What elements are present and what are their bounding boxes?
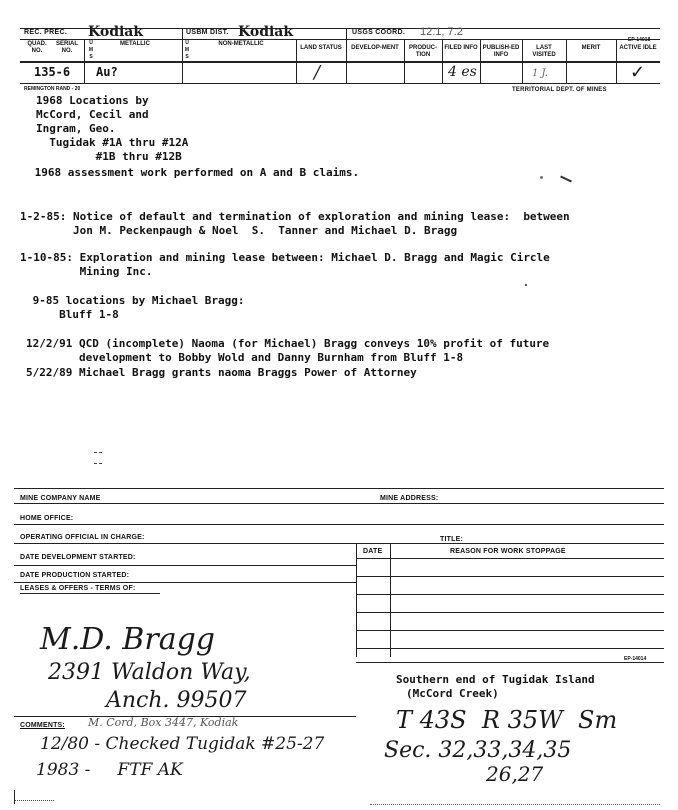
note-line: Jon M. Peckenpaugh & Noel S. Tanner and Michael D. Bragg [20,224,458,237]
usgs-coord-value: 12.1, 7.2 [420,26,463,38]
metallic-label: METALLIC [120,41,150,47]
filed-info-label: FILED INFO [444,45,478,51]
title-label: TITLE: [440,536,463,543]
date-production-started-label: DATE PRODUCTION STARTED: [20,572,130,579]
section-numbers-2: 26,27 [486,762,544,786]
ums-nonmetallic: U M S [184,40,190,60]
form-code-bottom: EP-14014 [624,656,647,662]
note-line: 1968 assessment work performed on A and B claims. [28,166,360,179]
ums-metallic: U M S [88,40,94,60]
note-line: #1B thru #12B [36,150,182,163]
operating-official-label: OPERATING OFFICIAL IN CHARGE: [20,534,145,541]
active-idle-check: ✓ [630,62,646,83]
usbm-dist-label: USBM DIST. [186,29,229,36]
quad-no-label: QUAD. NO. [27,41,47,54]
date-column-label: DATE [363,548,383,555]
home-office-label: HOME OFFICE: [20,515,74,522]
development-label: DEVELOP-MENT [351,45,399,51]
comments-label: COMMENTS: [20,722,65,729]
serial-no-label: SERIAL NO. [55,41,78,54]
last-visited-label: LAST VISITED [532,45,556,58]
merit-label: MERIT [581,45,601,51]
location-line1: Southern end of Tugidak Island [396,673,595,686]
note-line: 1968 Locations by [36,94,149,107]
note-line: Mining Inc. [20,265,153,278]
note-line: 1-2-85: Notice of default and termination of exploration and mining lease: between [20,210,570,223]
leases-offers-label: LEASES & OFFERS - TERMS OF: [20,585,136,592]
note-line: Ingram, Geo. [36,122,116,135]
handwritten-comment: 1983 - FTF AK [36,760,183,780]
rec-prec-value: Kodiak [88,24,144,40]
rec-prec-label: REC. PREC. [24,29,68,36]
active-idle-label: ACTIVE IDLE [619,45,657,51]
usbm-dist-value: Kodiak [238,24,294,40]
location-line2: (McCord Creek) [406,687,499,700]
note-line: McCord, Cecil and [36,108,149,121]
handwritten-comment: 12/80 - Checked Tugidak #25-27 [40,734,325,754]
date-development-started-label: DATE DEVELOPMENT STARTED: [20,554,136,561]
quad-serial-value: 135-6 [34,65,71,79]
note-line: Bluff 1-8 [26,308,119,321]
scan-mark [94,452,102,464]
scan-mark [560,176,572,183]
production-label: PRODUC-TION [409,45,437,58]
last-visited-value: 1 J. [532,68,548,79]
note-line: 9-85 locations by Michael Bragg: [26,294,245,307]
handwritten-comment: M. Cord, Box 3447, Kodiak [88,716,239,729]
scan-edge [14,800,54,801]
section-numbers: Sec. 32,33,34,35 [384,738,572,763]
published-info-label: PUBLISH-ED INFO [482,45,520,58]
mine-company-name-label: MINE COMPANY NAME [20,495,101,502]
nonmetallic-label: NON-METALLIC [218,41,264,47]
remington-tag: REMINGTON RAND - 20 [24,86,81,92]
handwritten-address-line2: Anch. 99507 [106,688,247,713]
note-line: 5/22/89 Michael Bragg grants naoma Braggs Power of Attorney [26,366,417,379]
scan-edge [14,790,15,804]
handwritten-name: M.D. Bragg [40,622,215,657]
note-line: development to Bobby Wold and Danny Burnham from Bluff 1-8 [26,351,464,364]
reason-column-label: REASON FOR WORK STOPPAGE [450,548,566,555]
usgs-coord-label: USGS COORD. [352,29,406,36]
land-status-label: LAND STATUS [300,45,342,51]
mine-address-label: MINE ADDRESS: [380,495,439,502]
metallic-value: Au? [96,65,118,79]
territorial-tag: TERRITORIAL DEPT. OF MINES [512,87,607,93]
handwritten-address-line1: 2391 Waldon Way, [48,660,251,685]
filed-info-value: 4 es [448,64,477,80]
scan-mark [540,176,543,179]
note-line: Tugidak #1A thru #12A [36,136,189,149]
note-line: 12/2/91 QCD (incomplete) Naoma (for Michael) Bragg conveys 10% profit of future [26,337,550,350]
land-status-value: / [314,62,321,83]
note-line: 1-10-85: Exploration and mining lease between: Michael D. Bragg and Magic Circle [20,251,550,264]
township-range: T 43S R 35W Sm [396,706,618,734]
form-code-top: EP-14018 [628,37,651,43]
scan-mark [525,284,527,286]
scan-edge [370,804,660,805]
